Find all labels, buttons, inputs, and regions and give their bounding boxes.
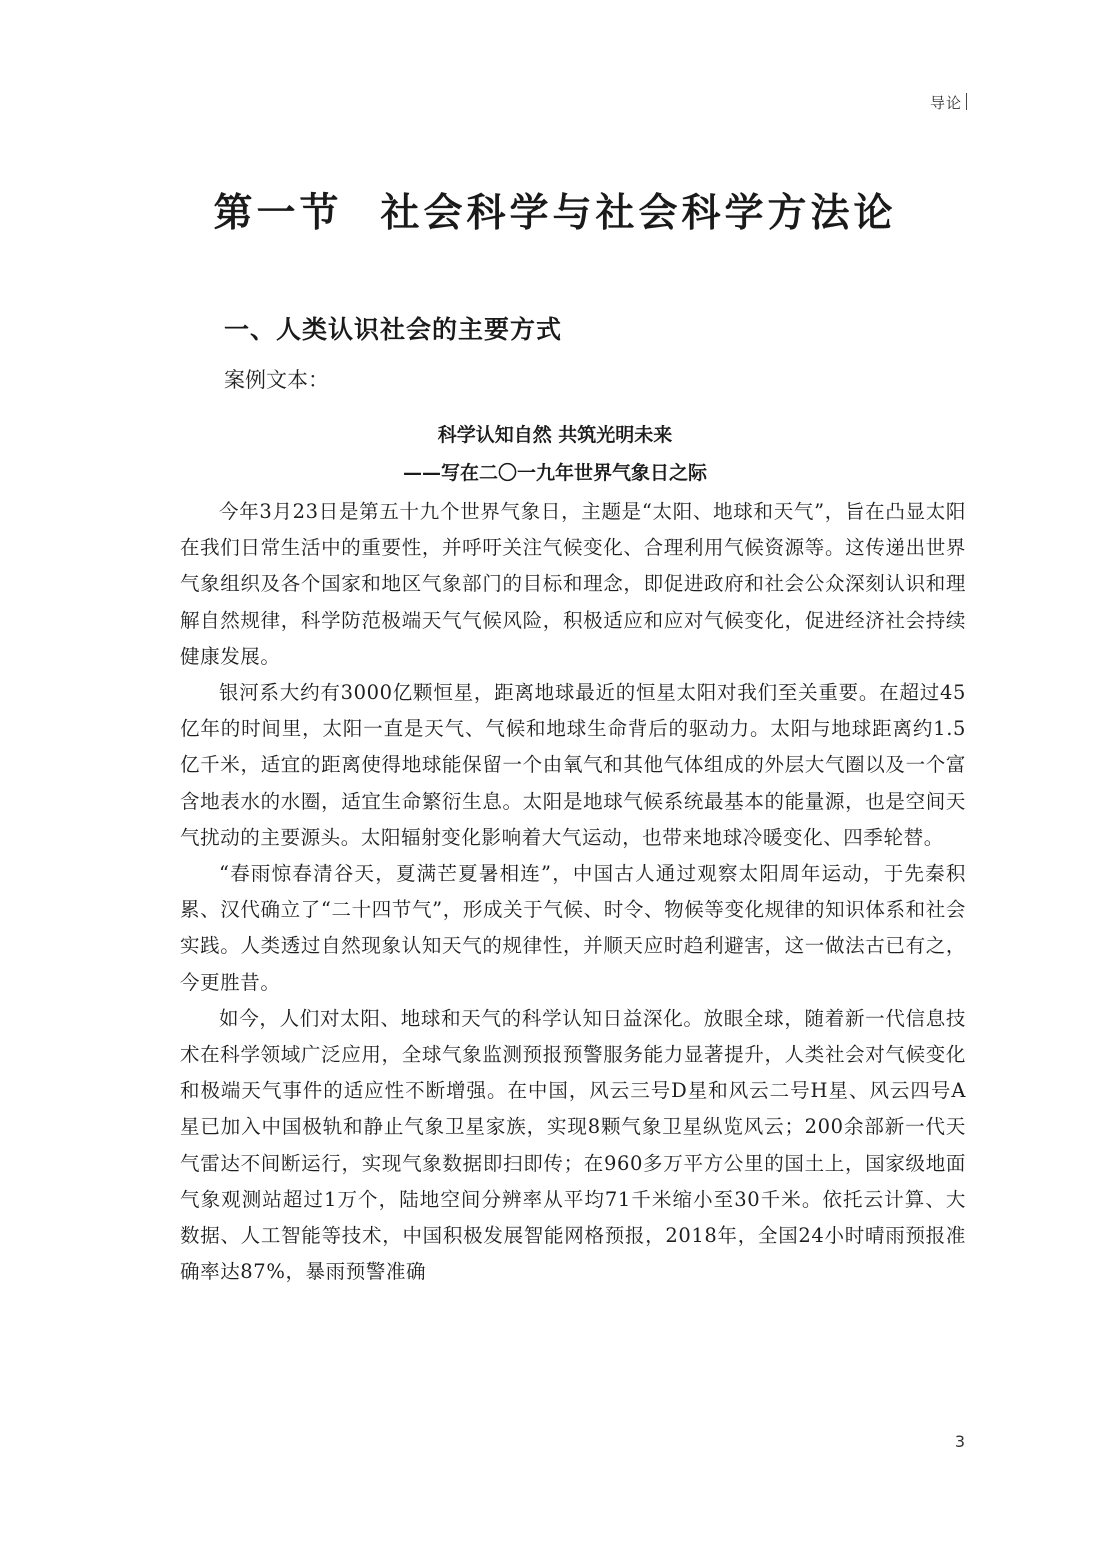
header-divider — [966, 93, 967, 110]
body-paragraph: 如今，人们对太阳、地球和天气的科学认知日益深化。放眼全球，随着新一代信息技术在科学领域广泛应用，全球气象监测预报预警服务能力显著提升，人类社会对气候变化和极端天气事件的适应性不断增强。在中国，风云三号D星和风云二号H星、风云四号A星已加入中国极轨和静止气象卫星家族，实现8颗气象卫星纵览风云；200余部新一代天气雷达不间断运行，实现气象数据即扫即传；在960多万平方公里的国土上，国家级地面气象观测站超过1万个，陆地空间分辨率从平均71千米缩小至30千米。依托云计算、大数据、人工智能等技术，中国积极发展智能网格预报，2018年，全国24小时晴雨预报准确率达87%，暴雨预警准确 — [180, 1006, 966, 1284]
chapter-title-text: 社会科学与社会科学方法论 — [380, 190, 897, 236]
body-paragraph: 今年3月23日是第五十九个世界气象日，主题是“太阳、地球和天气”，旨在凸显太阳在我们日常生活中的重要性，并呼吁关注气候变化、合理利用气候资源等。这传递出世界气象组织及各个国家和地区气象部门的目标和理念，即促进政府和社会公众深刻认识和理解自然规律，科学防范极端天气气候风险，积极适应和应对气候变化，促进经济社会持续健康发展。 — [180, 500, 966, 668]
page-number: 3 — [954, 1432, 965, 1451]
chapter-title — [0, 182, 1110, 238]
case-label: 案例文本： — [224, 368, 329, 392]
article-subtitle: ——写在二〇一九年世界气象日之际 — [402, 462, 707, 484]
section-heading: 一、人类认识社会的主要方式 — [224, 315, 563, 344]
chapter-number: 第一节 — [213, 190, 343, 236]
body-paragraph: 银河系大约有3000亿颗恒星，距离地球最近的恒星太阳对我们至关重要。在超过45亿年的时间里，太阳一直是天气、气候和地球生命背后的驱动力。太阳与地球距离约1.5亿千米，适宜的距离使得地球能保留一个由氧气和其他气体组成的外层大气圈以及一个富含地表水的水圈，适宜生命繁衍生息。太阳是地球气候系统最基本的能量源，也是空间天气扰动的主要源头。太阳辐射变化影响着大气运动，也带来地球冷暖变化、四季轮替。 — [180, 681, 966, 849]
article-title: 科学认知自然 共筑光明未来 — [437, 424, 673, 446]
running-header: 导论 — [929, 94, 962, 112]
body-paragraph: “春雨惊春清谷天，夏满芒夏暑相连”，中国古人通过观察太阳周年运动，于先秦积累、汉代确立了“二十四节气”，形成关于气候、时令、物候等变化规律的知识体系和社会实践。人类透过自然现象认知天气的规律性，并顺天应时趋利避害，这一做法古已有之，今更胜昔。 — [180, 862, 966, 994]
article-body — [180, 494, 966, 1290]
